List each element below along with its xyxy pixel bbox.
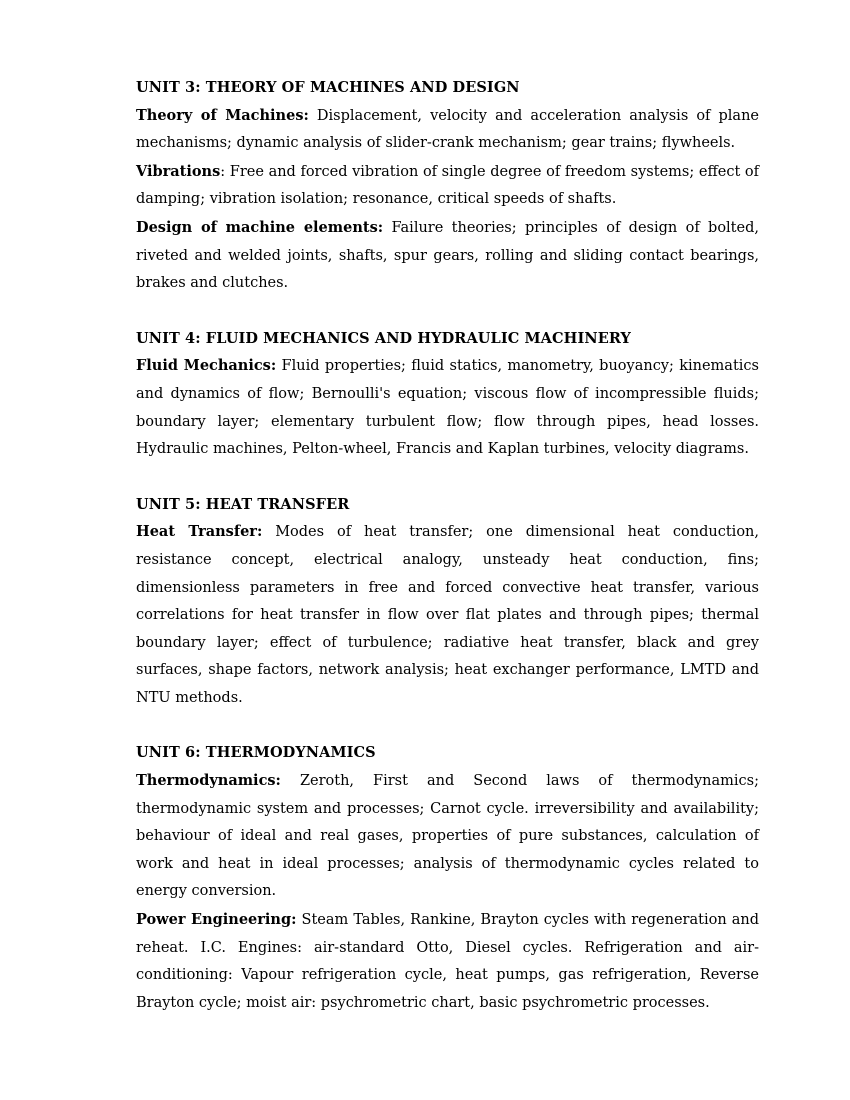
paragraph-text: Displacement, velocity and acceleration analysis of plane mechanisms; dynamic analysis of slider-crank mechanism; gear trains; flywheels. [136,107,759,152]
power-engineering-paragraph [136,906,759,1017]
paragraph-term: Fluid Mechanics: [136,357,277,375]
paragraph-term: Thermodynamics: [136,772,281,790]
document-page [136,74,759,1044]
fluid-mechanics-paragraph [136,352,759,463]
paragraph-text: Fluid properties; fluid statics, manometry, buoyancy; kinematics and dynamics of flow; Bernoulli's equation; viscous flow of incompressible fluids; boundary layer; elementary turbulent flow; flow through pipes, head losses. Hydraulic machines, Pelton-wheel, Francis and Kaplan turbines, velocity diagrams. [136,358,759,458]
vibrations-paragraph [136,158,759,214]
unit-6-heading: UNIT 6: THERMODYNAMICS [136,744,376,762]
paragraph-text: Modes of heat transfer; one dimensional heat conduction, resistance concept, electrical analogy, unsteady heat conduction, fins; dimensionless parameters in free and forced convective heat transfer, various correlations for heat transfer in flow over flat plates and through pipes; thermal boundary layer; effect of turbulence; radiative heat transfer, black and grey surfaces, shape factors, network analysis; heat exchanger performance, LMTD and NTU methods. [136,524,759,706]
unit-3-heading: UNIT 3: THEORY OF MACHINES AND DESIGN [136,79,520,96]
paragraph-text: Failure theories; principles of design of bolted, riveted and welded joints, shafts, spur gears, rolling and sliding contact bearings, brakes and clutches. [136,219,759,292]
paragraph-term: Vibrations [136,162,221,180]
unit-5-section [136,491,759,713]
design-of-machine-elements-paragraph [136,214,759,298]
unit-4-heading: UNIT 4: FLUID MECHANICS AND HYDRAULIC MACHINERY [136,329,631,347]
paragraph-term: Theory of Machines: [136,106,309,124]
unit-4-section [136,325,759,464]
heat-transfer-paragraph [136,518,759,712]
paragraph-term: Heat Transfer: [136,523,263,541]
unit-5-heading: UNIT 5: HEAT TRANSFER [136,495,350,513]
paragraph-term: Power Engineering: [136,911,297,929]
paragraph-text: : Free and forced vibration of single degree of freedom systems; effect of damping; vibration isolation; resonance, critical speeds of shafts. [136,163,759,208]
unit-3-section [136,74,759,298]
unit-6-section [136,739,759,1017]
paragraph-text: Zeroth, First and Second laws of thermodynamics; thermodynamic system and processes; Carnot cycle. irreversibility and availability; behaviour of ideal and real gases, properties of pure substances, calculation of work and heat in ideal processes; analysis of thermodynamic cycles related to energy conversion. [136,773,759,900]
theory-of-machines-paragraph [136,102,759,158]
paragraph-text: Steam Tables, Rankine, Brayton cycles with regeneration and reheat. I.C. Engines: air-standard Otto, Diesel cycles. Refrigeration and air-conditioning: Vapour refrigeration cycle, heat pumps, gas refrigeration, Reverse Brayton cycle; moist air: psychrometric chart, basic psychrometric processes. [136,912,759,1011]
thermodynamics-paragraph [136,767,759,906]
paragraph-term: Design of machine elements: [136,218,384,236]
